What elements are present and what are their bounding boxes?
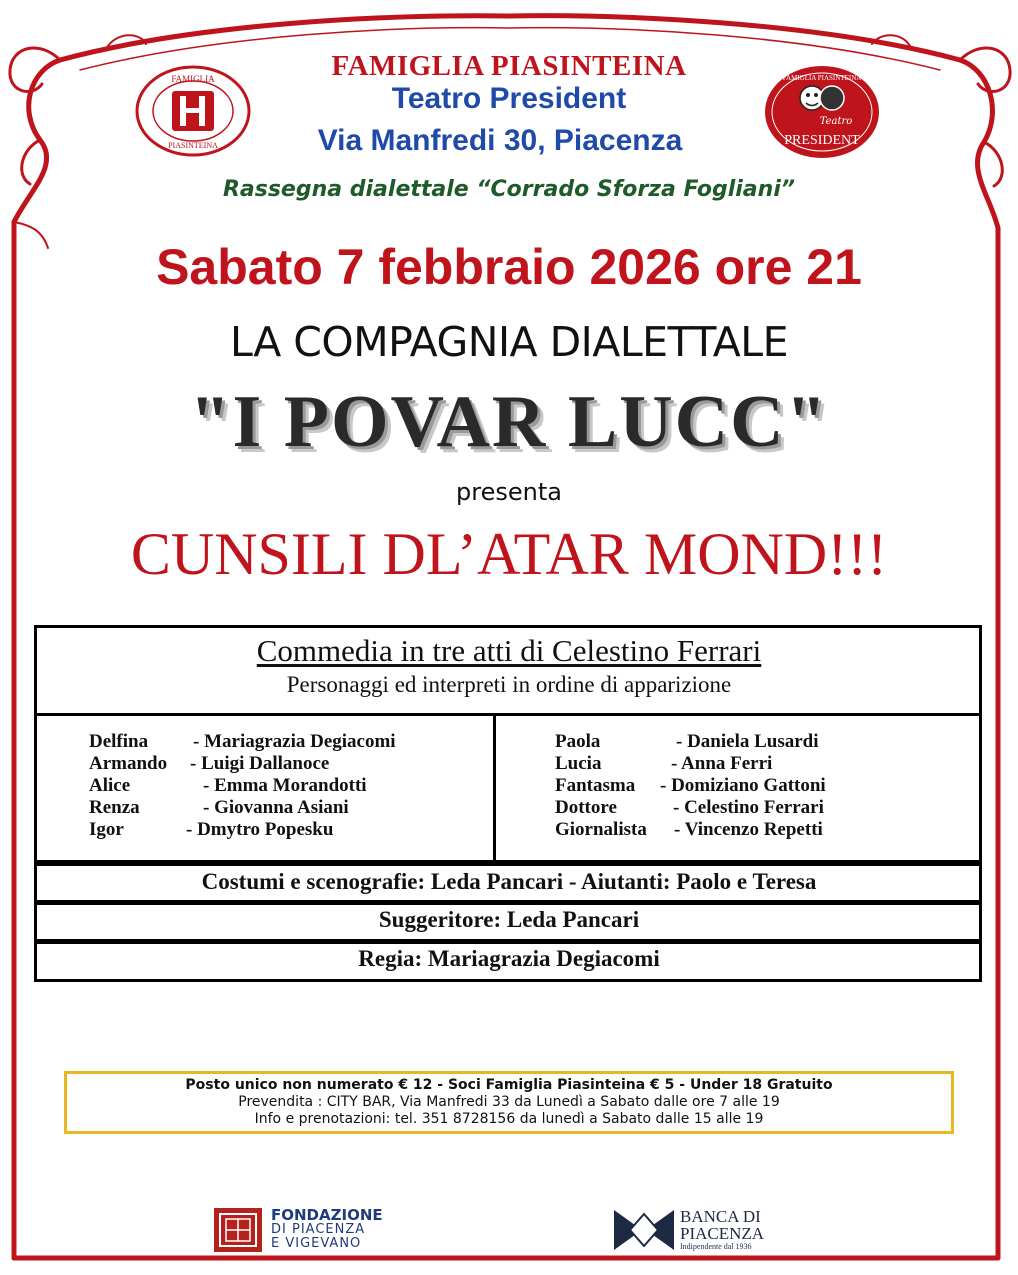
cast-actor: - Dmytro Popesku: [186, 819, 334, 840]
fondazione-logo-icon: [214, 1208, 262, 1252]
banca-piacenza-text: [680, 1208, 764, 1252]
tickets-info-line: Info e prenotazioni: tel. 351 8728156 da lunedì a Sabato dalle 15 alle 19: [254, 1111, 764, 1127]
prompter-credit: Suggeritore: Leda Pancari: [378, 907, 640, 932]
cast-role: Paola: [555, 731, 601, 752]
cast-row: [89, 775, 489, 797]
costumes-credit: Costumi e scenografie: Leda Pancari - Aiutanti: Paolo e Teresa: [201, 869, 817, 894]
fondazione-line2: DI PIACENZA: [271, 1222, 366, 1237]
cast-actor: - Mariagrazia Degiacomi: [193, 731, 396, 752]
banca-line1: BANCA DI: [680, 1207, 761, 1226]
cast-row: [89, 797, 489, 819]
credits-title: [0, 633, 1018, 669]
banca-line2: PIACENZA: [680, 1224, 765, 1243]
cast-role: Giornalista: [555, 819, 647, 840]
cast-row: [555, 797, 975, 819]
cast-row: [89, 819, 489, 841]
cast-actor: - Emma Morandotti: [203, 775, 367, 796]
cast-actor: - Domiziano Gattoni: [660, 775, 826, 796]
fondazione-line1: FONDAZIONE: [271, 1206, 383, 1224]
series-name: Rassegna dialettale “Corrado Sforza Fogliani”: [222, 177, 796, 202]
fondazione-line3: E VIGEVANO: [271, 1236, 362, 1251]
credits-title-text: Commedia in tre atti di Celestino Ferrari: [256, 633, 762, 668]
director-credit: Regia: Mariagrazia Degiacomi: [358, 946, 660, 971]
cast-list-left: [89, 731, 489, 841]
banca-line3: Indipendente dal 1936: [680, 1242, 752, 1251]
cast-role: Igor: [89, 819, 124, 840]
event-date: Sabato 7 febbraio 2026 ore 21: [156, 239, 862, 295]
cast-role: Fantasma: [555, 775, 636, 796]
cast-list-right: [555, 731, 975, 841]
cast-role: Renza: [89, 797, 140, 818]
cast-role: Armando: [89, 753, 168, 774]
org-name: FAMIGLIA PIASINTEINA: [331, 50, 687, 82]
play-title: CUNSILI DL’ATAR MOND!!!: [130, 521, 888, 587]
cast-actor: - Celestino Ferrari: [673, 797, 824, 818]
tickets-price-line: Posto unico non numerato € 12 - Soci Famiglia Piasinteina € 5 - Under 18 Gratuito: [185, 1077, 833, 1093]
logo-left-top-text: FAMIGLIA: [171, 74, 215, 84]
cast-row: [89, 731, 489, 753]
presents-label: presenta: [456, 478, 562, 506]
logo-left-bottom-text: PIASINTEINA: [168, 141, 218, 150]
cast-row: [555, 819, 975, 841]
cast-row: [555, 753, 975, 775]
logo-right-bottom-text: PRESIDENT: [784, 133, 860, 148]
venue-name: Teatro President: [391, 82, 627, 115]
cast-role: Alice: [89, 775, 131, 796]
cast-row: [89, 753, 489, 775]
tickets-presale-line: Prevendita : CITY BAR, Via Manfredi 33 da Lunedì a Sabato dalle ore 7 alle 19: [238, 1094, 780, 1110]
venue-address: Via Manfredi 30, Piacenza: [317, 124, 683, 157]
company-name: "I POVAR LUCC": [189, 381, 829, 463]
cast-actor: - Daniela Lusardi: [676, 731, 819, 752]
cast-actor: - Giovanna Asiani: [203, 797, 349, 818]
cast-actor: - Vincenzo Repetti: [674, 819, 823, 840]
cast-role: Dottore: [555, 797, 617, 818]
cast-role: Delfina: [89, 731, 149, 752]
cast-actor: - Anna Ferri: [671, 753, 773, 774]
logo-right-top-text: FAMIGLIA PIASINTEINA: [782, 74, 862, 82]
credits-subtitle: Personaggi ed interpreti in ordine di apparizione: [286, 672, 732, 697]
fondazione-text: [271, 1208, 383, 1251]
cast-row: [555, 775, 975, 797]
logo-right-script-text: Teatro: [819, 116, 853, 127]
cast-role: Lucia: [555, 753, 602, 774]
banca-piacenza-logo-icon: [614, 1210, 674, 1250]
cast-row: [555, 731, 975, 753]
cast-actor: - Luigi Dallanoce: [190, 753, 330, 774]
company-label: LA COMPAGNIA DIALETTALE: [229, 318, 789, 366]
